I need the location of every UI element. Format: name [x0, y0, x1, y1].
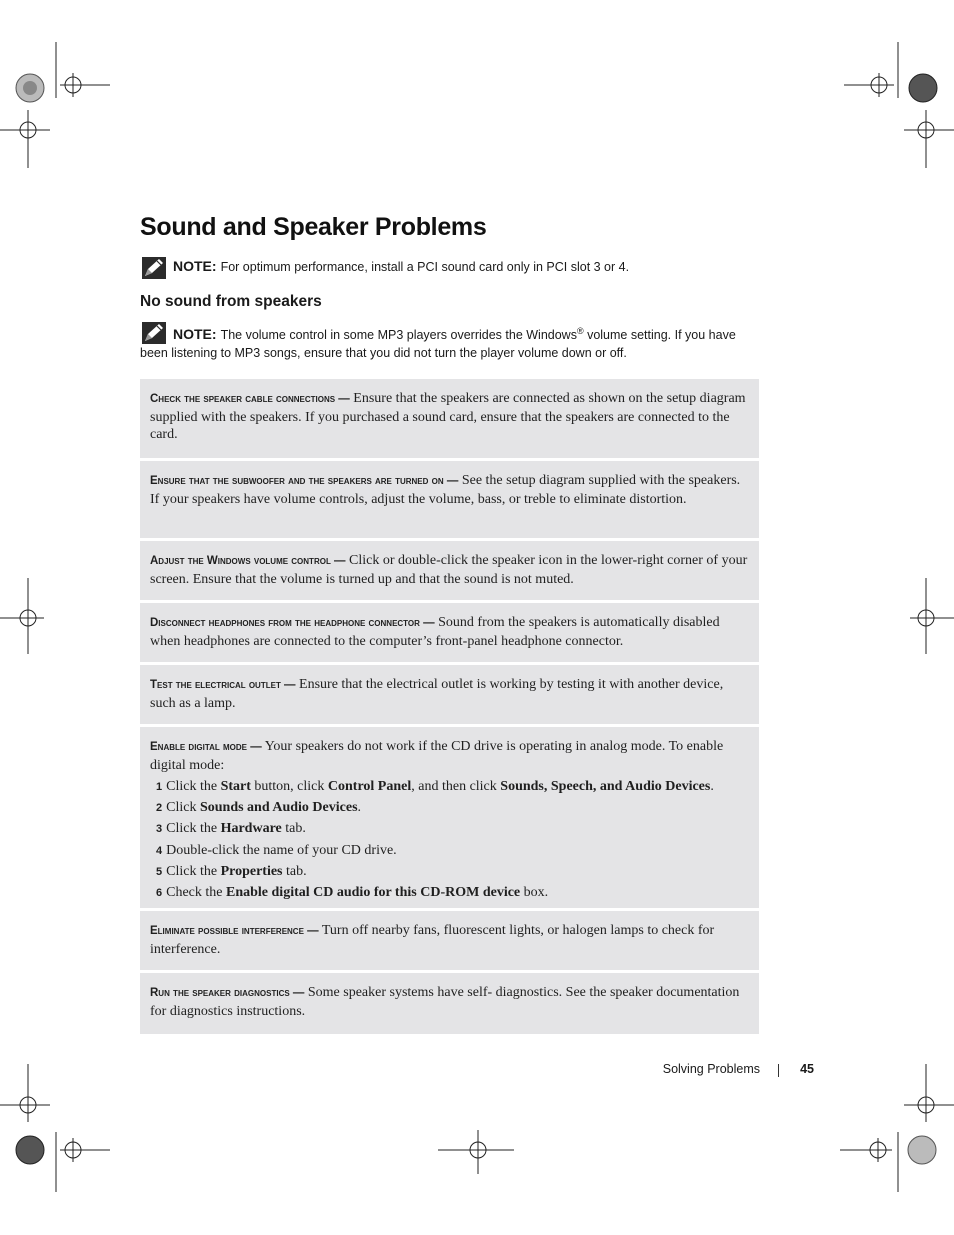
- footer-section-title: Solving Problems: [662, 1062, 760, 1076]
- section-diagnostics: [140, 973, 759, 1034]
- note-label: NOTE:: [173, 326, 217, 343]
- note-label: NOTE:: [173, 258, 217, 274]
- list-item: 4 Double-click the name of your CD drive.: [156, 842, 397, 858]
- crop-mark-bottom-right: [840, 1062, 954, 1197]
- note-pencil-icon: [142, 257, 166, 279]
- note-text: For optimum performance, install a PCI sound card only in PCI slot 3 or 4.: [220, 260, 630, 274]
- note-pencil-icon: [142, 322, 166, 344]
- crop-mark-bottom-left: [0, 1062, 115, 1197]
- section-heading: Run the speaker diagnostics —: [150, 987, 305, 999]
- footer-divider: [778, 1064, 779, 1077]
- section-body: Turn off nearby fans, fluorescent lights, or halogen lamps to check for interference.: [150, 923, 715, 957]
- section-speaker-cable: [140, 379, 759, 458]
- section-body: See the setup diagram supplied with the speakers. If your speakers have volume controls, adjust the volume, bass, or treble to eliminate distortion.: [150, 473, 741, 507]
- section-heading: Eliminate possible interference —: [150, 925, 319, 937]
- section-body: Your speakers do not work if the CD drive is operating in analog mode. To enable digital mode:: [150, 739, 724, 773]
- crop-mark-mid-right: [904, 578, 954, 658]
- step-list: [150, 778, 749, 902]
- section-heading: Enable digital mode —: [150, 741, 262, 753]
- section-heading: Ensure that the subwoofer and the speakers are turned on —: [150, 475, 459, 487]
- section-body: Ensure that the electrical outlet is working by testing it with another device, such as a lamp.: [150, 677, 724, 711]
- note-text: The volume control in some MP3 players overrides the Windows: [220, 328, 577, 343]
- note-mp3-volume: [140, 322, 750, 362]
- note-text-cont: volume setting. If you have been listening to MP3 songs, ensure that you did not turn the player volume down or off.: [140, 328, 736, 361]
- list-item: 3 Click the Hardware tab.: [156, 821, 306, 837]
- section-body: Sound from the speakers is automatically disabled when headphones are connected to the computer’s front-panel headphone connector.: [150, 615, 720, 649]
- subheading: No sound from speakers: [140, 293, 322, 310]
- crop-mark-mid-left: [0, 578, 50, 658]
- section-heading: Test the electrical outlet —: [150, 679, 296, 691]
- list-item: 6 Check the Enable digital CD audio for this CD-ROM device box.: [156, 884, 549, 900]
- section-heading: Disconnect headphones from the headphone connector —: [150, 617, 435, 629]
- section-headphones: [140, 603, 759, 662]
- page-number: 45: [800, 1062, 814, 1076]
- section-body: Some speaker systems have self- diagnostics. See the speaker documentation for diagnostics instructions.: [150, 985, 740, 1019]
- list-item: 1 Click the Start button, click Control Panel, and then click Sounds, Speech, and Audio Devices.: [156, 779, 714, 794]
- section-electrical-outlet: [140, 665, 759, 724]
- section-body: Ensure that the speakers are connected as shown on the setup diagram supplied with the speakers. If you purchased a sound card, ensure that the speakers are connected to the card.: [150, 391, 746, 442]
- section-subwoofer-power: [140, 461, 759, 538]
- section-interference: [140, 911, 759, 970]
- list-item: 2 Click Sounds and Audio Devices.: [156, 800, 362, 816]
- registered-mark: ®: [576, 326, 584, 336]
- section-heading: Adjust the Windows volume control —: [150, 555, 346, 567]
- section-body: Click or double-click the speaker icon in the lower-right corner of your screen. Ensure that the volume is turned up and that the sound is not muted.: [150, 553, 748, 587]
- crop-mark-bottom-center: [438, 1130, 518, 1190]
- list-item: 5 Click the Properties tab.: [156, 863, 307, 879]
- section-digital-mode: [140, 727, 759, 908]
- page-title: Sound and Speaker Problems: [140, 213, 487, 241]
- section-heading: Check the speaker cable connections —: [150, 393, 350, 405]
- note-pci-slot: [140, 257, 750, 276]
- crop-mark-top-right: [844, 38, 954, 173]
- section-volume-control: [140, 541, 759, 600]
- crop-mark-top-left: [0, 38, 110, 173]
